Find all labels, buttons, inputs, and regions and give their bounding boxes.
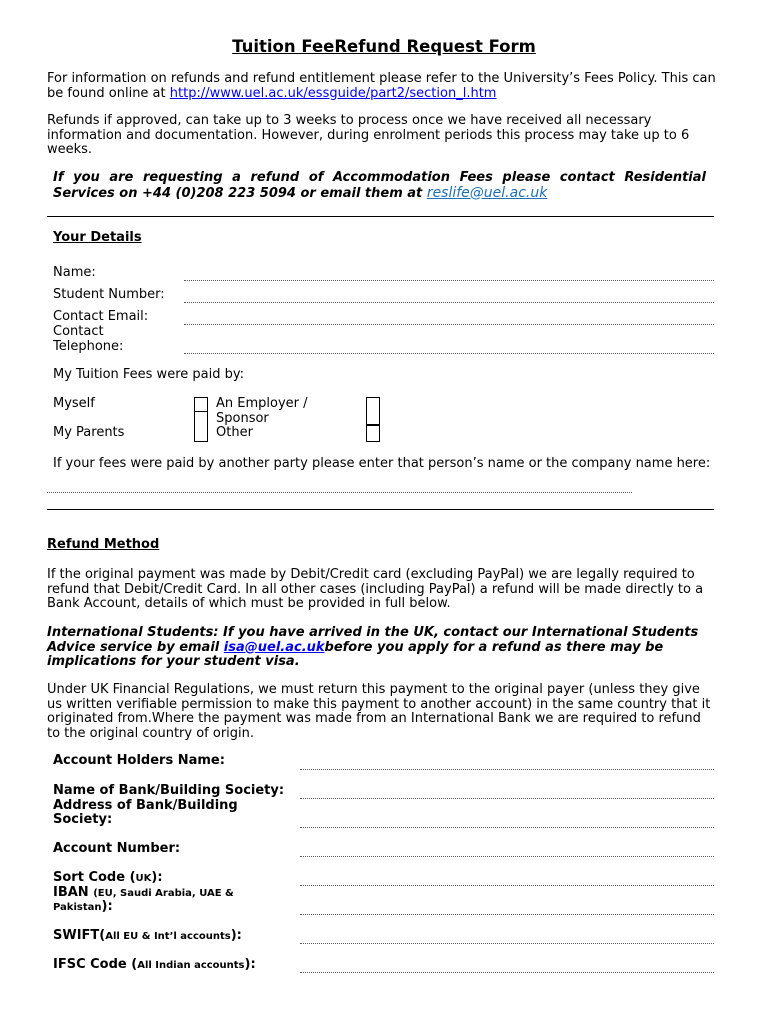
reslife-email-link[interactable]: reslife@uel.ac.uk xyxy=(426,184,548,201)
sort-code-end: ): xyxy=(151,870,163,885)
iban-field[interactable] xyxy=(300,914,714,915)
account-holders-field[interactable] xyxy=(300,769,714,770)
intro-text: For information on refunds and refund entitlement please refer to the University’s Fees Policy. This can be found online at xyxy=(47,71,716,101)
isa-email-link[interactable]: isa@uel.ac.uk xyxy=(223,639,325,655)
international-text-2: before you apply for a refund as there may be implications for your student visa. xyxy=(47,639,664,669)
other-party-field[interactable] xyxy=(47,492,632,493)
iban-end: ): xyxy=(101,899,113,914)
account-number-field[interactable] xyxy=(300,856,714,857)
your-details-heading: Your Details xyxy=(53,230,142,245)
option-other-label: Other xyxy=(216,425,253,440)
sort-code-field[interactable] xyxy=(300,885,714,886)
option-parents-label: My Parents xyxy=(53,425,125,440)
swift-note: All EU & Int’l accounts xyxy=(105,931,231,942)
iban-note-1: (EU, Saudi Arabia, UAE & xyxy=(93,888,234,899)
card-refund-paragraph: If the original payment was made by Debit/Credit card (excluding PayPal) we are legally required to refund that Debit/Credit Card. In all other cases (including PayPal) a refund will be made directly to a Bank Account, details of which must be provided in full below. xyxy=(47,567,704,611)
contact-email-field[interactable] xyxy=(184,324,714,325)
other-checkbox[interactable] xyxy=(366,425,380,442)
other-party-label: If your fees were paid by another party please enter that person’s name or the company name here: xyxy=(53,456,711,471)
iban-text: IBAN xyxy=(53,885,89,900)
employer-checkbox[interactable] xyxy=(366,397,380,425)
bank-name-label: Name of Bank/Building Society: xyxy=(53,783,285,798)
option-myself-label: Myself xyxy=(53,396,95,411)
accommodation-note xyxy=(53,171,706,201)
sort-code-note: UK xyxy=(135,873,152,884)
student-number-label: Student Number: xyxy=(53,287,165,302)
account-holders-label: Account Holders Name: xyxy=(53,753,225,768)
swift-text: SWIFT( xyxy=(53,928,106,943)
paid-by-label: My Tuition Fees were paid by: xyxy=(53,367,244,382)
contact-telephone-field[interactable] xyxy=(184,353,714,354)
parents-checkbox[interactable] xyxy=(194,411,208,442)
iban-label xyxy=(53,886,234,914)
refund-method-heading: Refund Method xyxy=(47,537,160,552)
student-number-field[interactable] xyxy=(184,302,714,303)
name-field[interactable] xyxy=(184,280,714,281)
account-number-label: Account Number: xyxy=(53,841,181,856)
myself-checkbox[interactable] xyxy=(194,397,208,412)
accommodation-text: If you are requesting a refund of Accommodation Fees please contact Residential Services on +44 (0)208 223 5094 or email them at xyxy=(53,170,706,201)
iban-note-2: Pakistan xyxy=(53,902,102,913)
bank-name-field[interactable] xyxy=(300,798,714,799)
name-label: Name: xyxy=(53,265,96,280)
ifsc-text: IFSC Code ( xyxy=(53,957,138,972)
option-employer-label xyxy=(216,397,308,426)
swift-end: ): xyxy=(230,928,242,943)
sort-code-text: Sort Code ( xyxy=(53,870,136,885)
divider xyxy=(47,509,714,510)
ifsc-note: All Indian accounts xyxy=(137,960,245,971)
ifsc-label xyxy=(53,958,256,974)
page-title: Tuition FeeRefund Request Form xyxy=(232,37,536,56)
processing-note: Refunds if approved, can take up to 3 weeks to process once we have received all necessary information and documentation. However, during enrolment periods this process may take up to 6 weeks. xyxy=(47,113,690,157)
bank-address-field[interactable] xyxy=(300,827,714,828)
ifsc-end: ): xyxy=(244,957,256,972)
contact-telephone-label-line2: Telephone: xyxy=(53,338,124,354)
ifsc-field[interactable] xyxy=(300,972,714,973)
swift-label xyxy=(53,929,242,945)
fees-policy-link[interactable]: http://www.uel.ac.uk/essguide/part2/section_l.htm xyxy=(169,85,497,101)
contact-telephone-label-line1: Contact xyxy=(53,324,104,339)
contact-telephone-label xyxy=(53,325,123,354)
contact-email-label: Contact Email: xyxy=(53,309,149,324)
bank-address-label xyxy=(53,799,238,827)
international-text-1: International Students: If you have arrived in the UK, contact our International Students Advice service by email xyxy=(47,625,699,655)
swift-field[interactable] xyxy=(300,943,714,944)
option-employer-line2: Sponsor xyxy=(216,410,269,426)
intro-paragraph xyxy=(47,72,717,101)
option-employer-line1: An Employer / xyxy=(216,396,308,411)
bank-address-line1: Address of Bank/Building xyxy=(53,798,238,813)
international-note xyxy=(47,626,717,670)
divider xyxy=(47,216,714,217)
bank-address-line2: Society: xyxy=(53,812,113,827)
regulations-paragraph: Under UK Financial Regulations, we must return this payment to the original payer (unless they give us written verifiable permission to make this payment to another account) in the same country that it originated from.Where the payment was made from an International Bank we are required to refund to the original country of origin. xyxy=(47,682,711,741)
